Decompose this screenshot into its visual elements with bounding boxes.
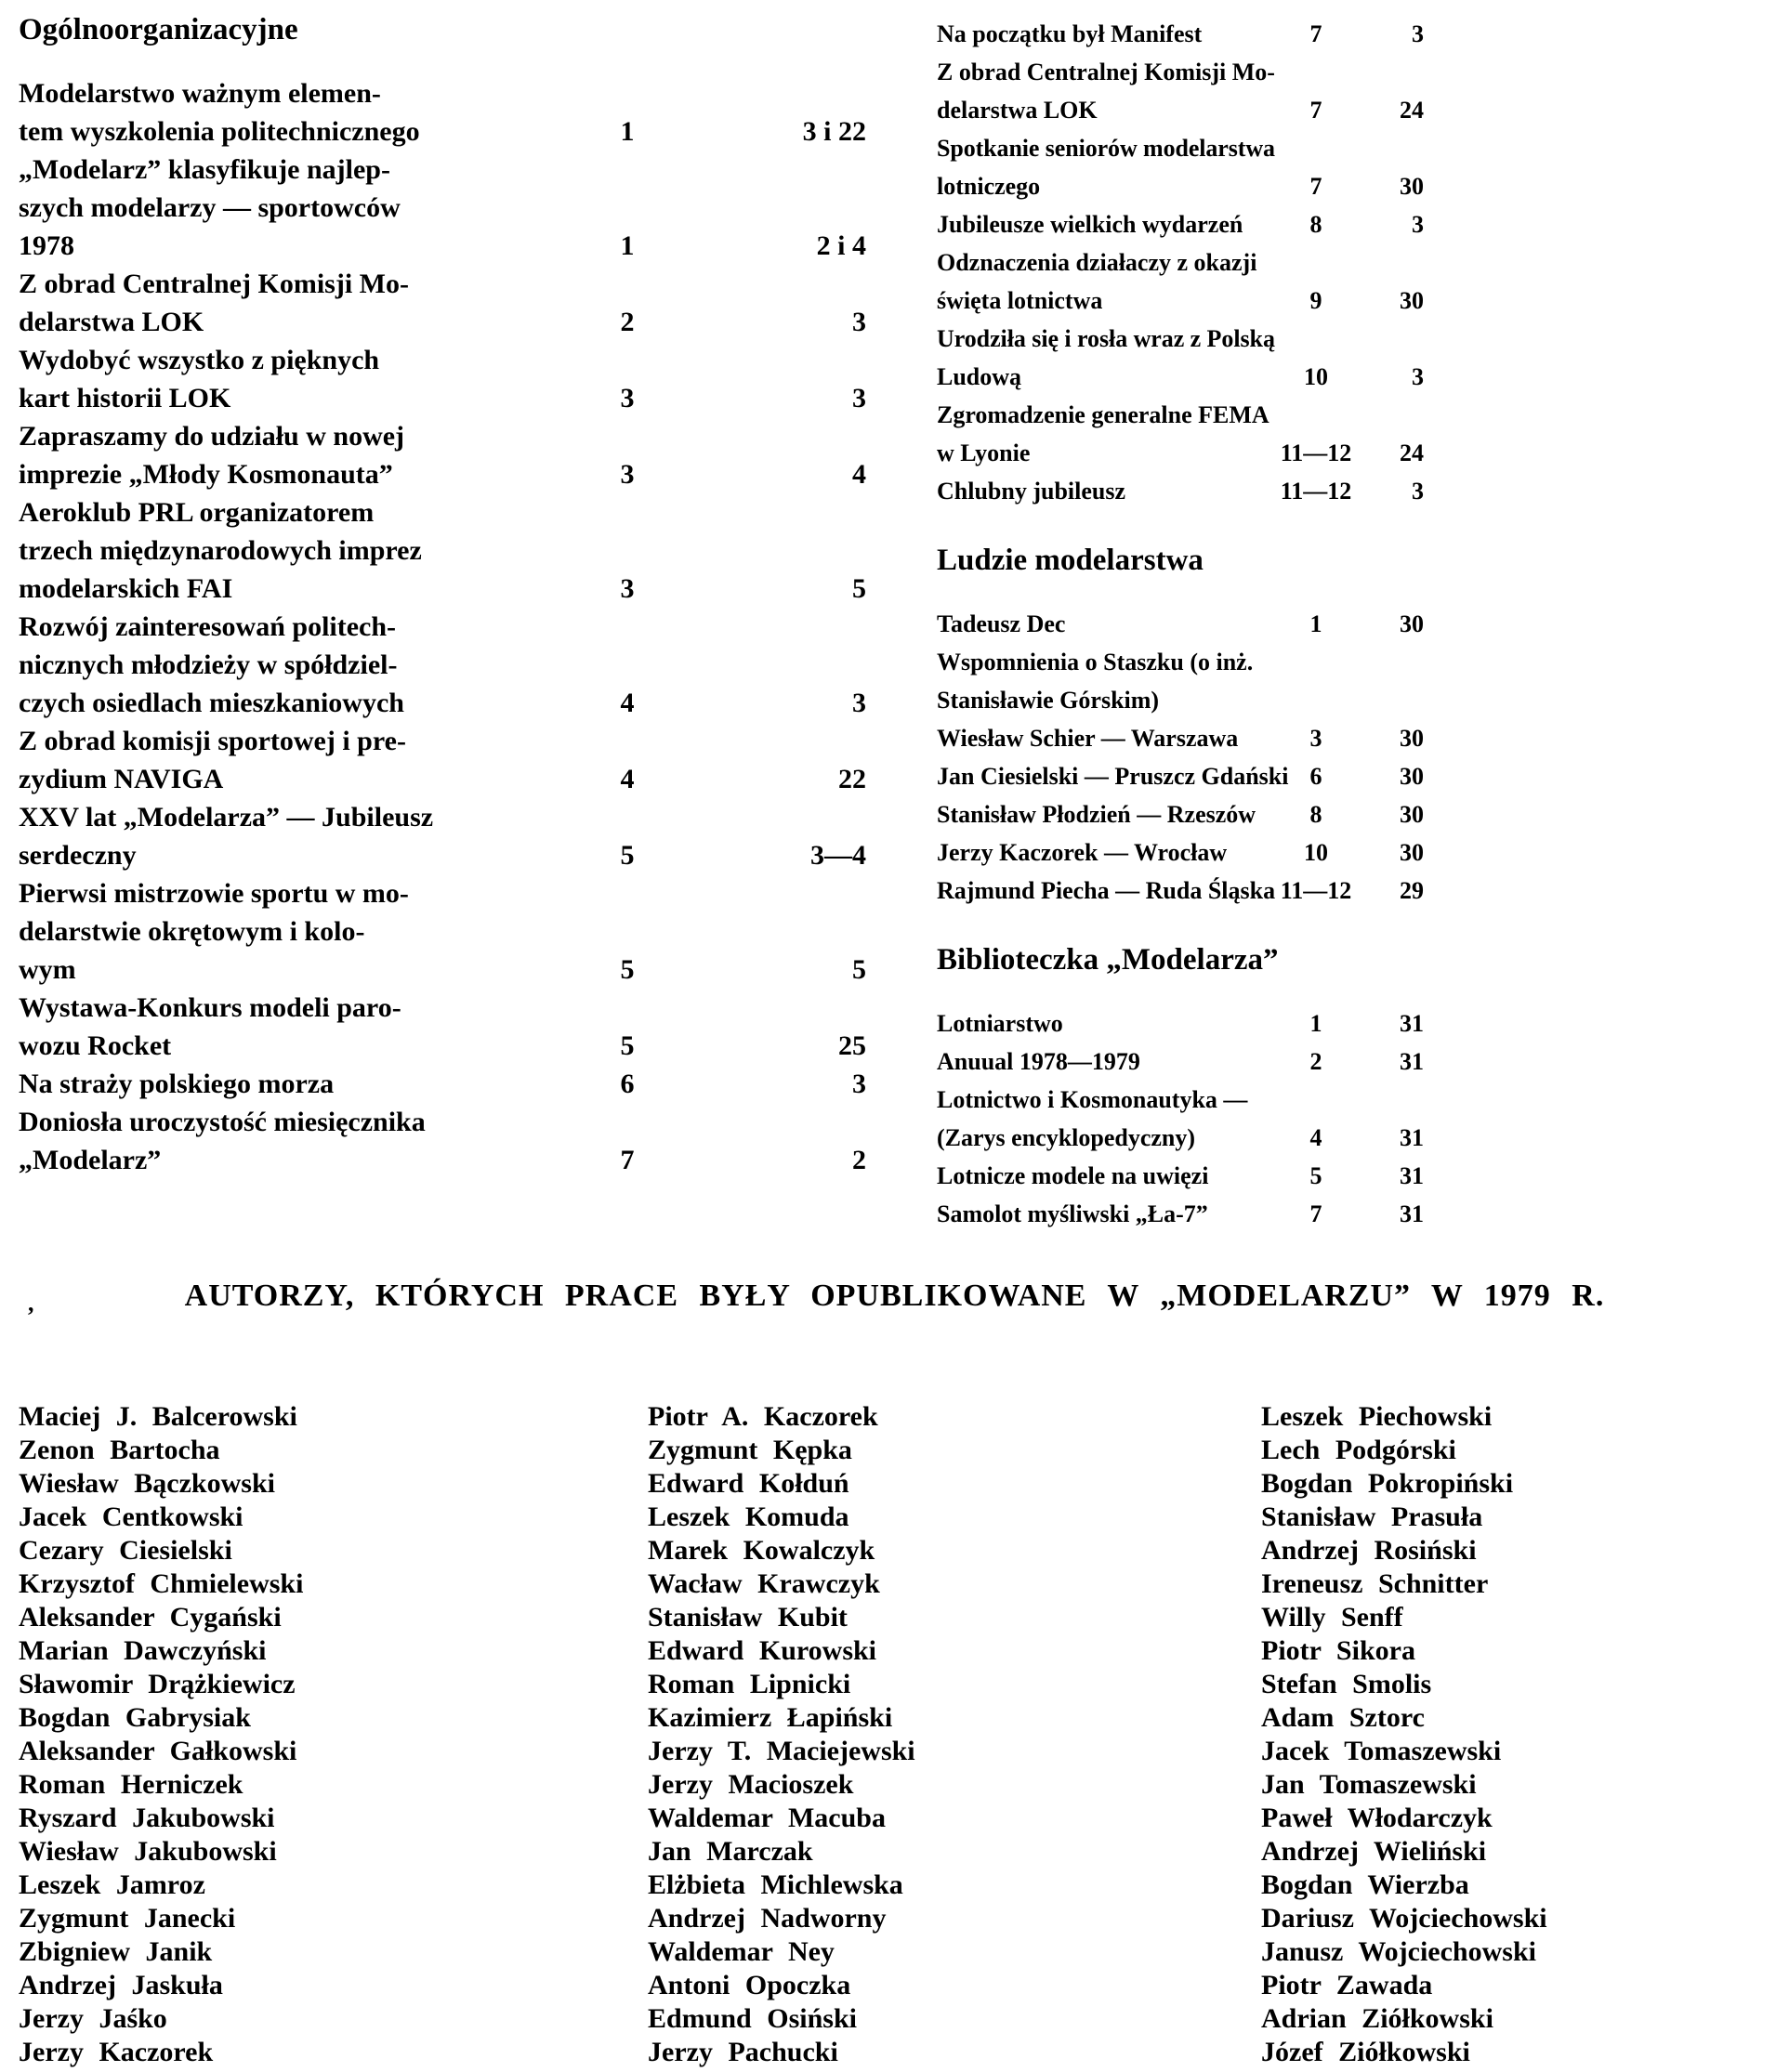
toc-entry [19, 722, 866, 798]
entry-title-text: tem wyszkolenia politechnicznego [19, 116, 420, 147]
toc-entry-last-line [937, 1004, 1424, 1043]
author-name: Maciej J. Balcerowski [19, 1401, 297, 1432]
toc-entry-last-line [19, 684, 866, 722]
toc-entry-line: „Modelarz” klasyfikuje najlep- [19, 154, 390, 185]
author-name: Krzysztof Chmielewski [19, 1568, 304, 1599]
toc-entry-line: Rozwój zainteresowań politech- [19, 611, 397, 642]
issue-number: 8 [1309, 801, 1322, 828]
toc-entry-last-line [19, 1141, 866, 1179]
toc-entry-line: delarstwie okrętowym i kolo- [19, 916, 365, 947]
toc-entry [937, 129, 1424, 205]
toc-entry [19, 493, 866, 608]
toc-entry [937, 1004, 1424, 1043]
author-name: Lech Podgórski [1261, 1435, 1456, 1465]
toc-entry-line: Wspomnienia o Staszku (o inż. [937, 649, 1254, 675]
author-name: Jan Tomaszewski [1261, 1769, 1477, 1800]
page-number: 4 [852, 459, 866, 490]
section-heading: Ogólnoorganizacyjne [19, 13, 298, 46]
author-name: Stanisław Prasuła [1261, 1502, 1483, 1532]
toc-entry-line: Z obrad Centralnej Komisji Mo- [19, 269, 409, 299]
entry-title-text: delarstwa LOK [937, 97, 1098, 124]
toc-entry-line: trzech międzynarodowych imprez [19, 535, 422, 566]
authors-heading: AUTORZY, KTÓRYCH PRACE BYŁY OPUBLIKOWANE W „MODELARZU” W 1979 R. [184, 1279, 1605, 1313]
entry-title-text: Anuual 1978—1979 [937, 1048, 1140, 1075]
issue-number: 6 [620, 1069, 635, 1099]
author-name: Stefan Smolis [1261, 1669, 1432, 1699]
toc-entry-line: Modelarstwo ważnym elemen- [19, 78, 381, 109]
author-name: Dariusz Wojciechowski [1261, 1903, 1547, 1934]
author-name: Jerzy Jaśko [19, 2003, 167, 2034]
toc-entry [937, 243, 1424, 320]
toc-entry-line: Lotnictwo i Kosmonautyka — [937, 1086, 1248, 1113]
page-number: 3 [852, 307, 866, 337]
entry-title-text: Stanisław Płodzień — Rzeszów [937, 801, 1256, 828]
authors-section-header [0, 1276, 1789, 1317]
toc-entry [937, 757, 1424, 795]
issue-number: 6 [1309, 763, 1322, 790]
authors-column [19, 1400, 648, 2069]
entry-title-text: „Modelarz” [19, 1145, 162, 1175]
entry-title-text: modelarskich FAI [19, 573, 233, 604]
toc-entry [19, 1103, 866, 1179]
entry-title-text: 1978 [19, 230, 74, 261]
page-number: 24 [1400, 439, 1424, 466]
toc-entry-last-line [937, 1195, 1424, 1233]
toc-entry-last-line [19, 1065, 866, 1103]
page-number: 3 [1412, 478, 1424, 505]
issue-number: 7 [1309, 20, 1322, 47]
author-name: Kazimierz Łapiński [648, 1702, 893, 1733]
toc-entry-line: Aeroklub PRL organizatorem [19, 497, 375, 528]
toc-entry-last-line [937, 15, 1424, 53]
toc-entry-last-line [937, 605, 1424, 643]
toc-column-left [19, 11, 866, 1233]
entry-title-text: Samolot myśliwski „Ła-7” [937, 1200, 1208, 1227]
toc-entry-last-line [937, 757, 1424, 795]
authors-column [648, 1400, 1261, 2069]
toc-entry [937, 396, 1424, 472]
toc-entry [937, 15, 1424, 53]
toc-entry-last-line [937, 795, 1424, 833]
entry-title-text: kart historii LOK [19, 383, 231, 413]
toc-entry [937, 1195, 1424, 1233]
toc-entry-last-line [19, 455, 866, 493]
author-name: Józef Ziółkowski [1261, 2037, 1470, 2067]
issue-number: 4 [1309, 1124, 1322, 1151]
toc-entry-last-line [19, 760, 866, 798]
page-number: 30 [1400, 287, 1424, 314]
author-name: Aleksander Cygański [19, 1602, 282, 1633]
toc-entry-last-line [937, 282, 1424, 320]
toc-entry [937, 795, 1424, 833]
page-number: 3 [852, 1069, 866, 1099]
entry-title-text: wozu Rocket [19, 1030, 172, 1061]
page-number: 3 [852, 688, 866, 718]
toc-entry [19, 874, 866, 989]
authors-name-columns [0, 1400, 1789, 2069]
toc-entry-last-line [19, 379, 866, 417]
toc-entry-last-line [19, 836, 866, 874]
author-name: Jerzy Pachucki [648, 2037, 838, 2067]
toc-entry [19, 151, 866, 265]
entry-title-text: święta lotnictwa [937, 287, 1103, 314]
toc-entry [937, 1081, 1424, 1157]
toc-entry [937, 833, 1424, 872]
author-name: Andrzej Wieliński [1261, 1836, 1487, 1867]
page-number: 25 [838, 1030, 866, 1061]
toc-column-right [937, 11, 1424, 1233]
author-name: Andrzej Jaskuła [19, 1970, 223, 2000]
toc-entry-last-line [19, 112, 866, 151]
page-number: 29 [1400, 877, 1424, 904]
issue-number: 9 [1309, 287, 1322, 314]
page-number: 3 i 22 [802, 116, 866, 147]
toc-entry [937, 205, 1424, 243]
toc-entry [937, 872, 1424, 910]
page-number: 30 [1400, 839, 1424, 866]
entry-title-text: czych osiedlach mieszkaniowych [19, 688, 404, 718]
entry-title-text: Jubileusze wielkich wydarzeń [937, 211, 1243, 238]
entry-title-text: Stanisławie Górskim) [937, 687, 1160, 714]
issue-number: 7 [1309, 173, 1322, 200]
toc-entry-last-line [937, 434, 1424, 472]
issue-number: 7 [1309, 97, 1322, 124]
author-name: Zenon Bartocha [19, 1435, 220, 1465]
author-name: Willy Senff [1261, 1602, 1403, 1633]
issue-number: 11—12 [1280, 439, 1352, 466]
toc-entry-last-line [937, 1157, 1424, 1195]
toc-entry-last-line [19, 951, 866, 989]
issue-number: 3 [620, 573, 635, 604]
author-name: Marian Dawczyński [19, 1635, 267, 1666]
toc-entry-line: XXV lat „Modelarza” — Jubileusz [19, 802, 434, 833]
entry-title-text: zydium NAVIGA [19, 764, 224, 794]
toc-entry-last-line [19, 570, 866, 608]
entry-title-text: Lotniarstwo [937, 1010, 1063, 1037]
issue-number: 3 [620, 459, 635, 490]
toc-entry-last-line [19, 227, 866, 265]
author-name: Wiesław Bączkowski [19, 1468, 275, 1499]
toc-entry [19, 798, 866, 874]
issue-number: 7 [620, 1145, 635, 1175]
author-name: Roman Herniczek [19, 1769, 243, 1800]
author-name: Jacek Tomaszewski [1261, 1736, 1502, 1766]
issue-number: 1 [1309, 610, 1322, 637]
entry-title-text: delarstwa LOK [19, 307, 204, 337]
toc-entry [937, 472, 1424, 510]
toc-entry-last-line [937, 167, 1424, 205]
toc-entry [937, 605, 1424, 643]
page-number: 24 [1400, 97, 1424, 124]
page-number: 31 [1400, 1162, 1424, 1189]
author-name: Elżbieta Michlewska [648, 1869, 903, 1900]
entry-title-text: lotniczego [937, 173, 1041, 200]
author-name: Jerzy Macioszek [648, 1769, 854, 1800]
entry-title-text: imprezie „Młody Kosmonauta” [19, 459, 393, 490]
author-name: Antoni Opoczka [648, 1970, 851, 2000]
page-number: 31 [1400, 1048, 1424, 1075]
author-name: Wiesław Jakubowski [19, 1836, 277, 1867]
toc-entry-last-line [937, 358, 1424, 396]
toc-entry-last-line [937, 1043, 1424, 1081]
author-name: Jerzy T. Maciejewski [648, 1736, 915, 1766]
author-name: Edmund Osiński [648, 2003, 857, 2034]
author-name: Jacek Centkowski [19, 1502, 243, 1532]
author-name: Bogdan Gabrysiak [19, 1702, 251, 1733]
page-number: 30 [1400, 725, 1424, 752]
stray-print-mark: , [28, 1290, 34, 1317]
author-name: Aleksander Gałkowski [19, 1736, 297, 1766]
issue-number: 11—12 [1280, 877, 1352, 904]
issue-number: 2 [1309, 1048, 1322, 1075]
toc-entry-last-line [937, 205, 1424, 243]
toc-entry-line: Zgromadzenie generalne FEMA [937, 401, 1269, 428]
toc-entry [937, 1043, 1424, 1081]
issue-number: 5 [620, 954, 635, 985]
toc-entry-last-line [937, 91, 1424, 129]
toc-entry [19, 608, 866, 722]
authors-column [1261, 1400, 1789, 2069]
page-number: 30 [1400, 801, 1424, 828]
page-number: 2 i 4 [816, 230, 866, 261]
author-name: Adrian Ziółkowski [1261, 2003, 1493, 2034]
toc-entry-line: Z obrad komisji sportowej i pre- [19, 726, 406, 756]
author-name: Jan Marczak [648, 1836, 813, 1867]
author-name: Marek Kowalczyk [648, 1535, 875, 1566]
issue-number: 2 [620, 307, 635, 337]
issue-number: 7 [1309, 1200, 1322, 1227]
toc-entry [937, 719, 1424, 757]
toc-entry-last-line [19, 303, 866, 341]
toc-entry [19, 341, 866, 417]
author-name: Sławomir Drążkiewicz [19, 1669, 296, 1699]
toc-entry-line: nicznych młodzieży w spółdziel- [19, 649, 398, 680]
toc-entry-last-line [937, 872, 1424, 910]
page-number: 3—4 [810, 840, 866, 871]
toc-entry-last-line [19, 1027, 866, 1065]
author-name: Andrzej Nadworny [648, 1903, 887, 1934]
page-number: 3 [1412, 20, 1424, 47]
toc-entry [937, 53, 1424, 129]
toc-entry-last-line [937, 681, 1424, 719]
toc-entry-line: Urodziła się i rosła wraz z Polską [937, 325, 1275, 352]
entry-title-text: w Lyonie [937, 439, 1031, 466]
issue-number: 3 [1309, 725, 1322, 752]
entry-title-text: Na początku był Manifest [937, 20, 1203, 47]
toc-entry-last-line [937, 719, 1424, 757]
author-name: Waldemar Macuba [648, 1803, 886, 1833]
entry-title-text: serdeczny [19, 840, 137, 871]
author-name: Bogdan Pokropiński [1261, 1468, 1514, 1499]
toc-entry-last-line [937, 1119, 1424, 1157]
page-number: 30 [1400, 763, 1424, 790]
toc-entry [19, 989, 866, 1065]
author-name: Janusz Wojciechowski [1261, 1936, 1536, 1967]
issue-number: 1 [1309, 1010, 1322, 1037]
toc-entry-line: Wydobyć wszystko z pięknych [19, 345, 380, 375]
toc-entry-line: Spotkanie seniorów modelarstwa [937, 135, 1275, 162]
toc-entry-line: Wystawa-Konkurs modeli paro- [19, 992, 401, 1023]
entry-title-text: wym [19, 954, 76, 985]
author-name: Waldemar Ney [648, 1936, 835, 1967]
toc-entry-line: Z obrad Centralnej Komisji Mo- [937, 59, 1275, 85]
issue-number: 8 [1309, 211, 1322, 238]
author-name: Leszek Jamroz [19, 1869, 205, 1900]
author-name: Andrzej Rosiński [1261, 1535, 1477, 1566]
toc-entry-line: Pierwsi mistrzowie sportu w mo- [19, 878, 409, 909]
issue-number: 5 [1309, 1162, 1322, 1189]
author-name: Piotr Sikora [1261, 1635, 1415, 1666]
author-name: Leszek Piechowski [1261, 1401, 1493, 1432]
toc-entry [937, 320, 1424, 396]
section-heading: Biblioteczka „Modelarza” [937, 943, 1279, 977]
page-number: 31 [1400, 1010, 1424, 1037]
author-name: Zbigniew Janik [19, 1936, 213, 1967]
issue-number: 1 [620, 116, 635, 147]
author-name: Jerzy Kaczorek [19, 2037, 214, 2067]
toc-entry [937, 643, 1424, 719]
author-name: Edward Kołduń [648, 1468, 849, 1499]
page-number: 31 [1400, 1124, 1424, 1151]
entry-title-text: Jan Ciesielski — Pruszcz Gdański [937, 763, 1289, 790]
author-name: Wacław Krawczyk [648, 1568, 880, 1599]
issue-number: 5 [620, 840, 635, 871]
author-name: Roman Lipnicki [648, 1669, 851, 1699]
entry-title-text: Rajmund Piecha — Ruda Śląska [937, 877, 1276, 904]
page-number: 5 [852, 573, 866, 604]
toc-entry-line: szych modelarzy — sportowców [19, 192, 401, 223]
issue-number: 11—12 [1280, 478, 1352, 505]
page-number: 3 [852, 383, 866, 413]
author-name: Piotr Zawada [1261, 1970, 1433, 2000]
toc-entry-last-line [937, 472, 1424, 510]
author-name: Zygmunt Kępka [648, 1435, 852, 1465]
entry-title-text: Na straży polskiego morza [19, 1069, 335, 1099]
issue-number: 5 [620, 1030, 635, 1061]
toc-entry [937, 1157, 1424, 1195]
toc-entry [19, 1065, 866, 1103]
issue-number: 4 [620, 688, 635, 718]
toc-entry [19, 265, 866, 341]
entry-title-text: (Zarys encyklopedyczny) [937, 1124, 1196, 1151]
author-name: Zygmunt Janecki [19, 1903, 236, 1934]
entry-title-text: Ludową [937, 363, 1022, 390]
page-number: 30 [1400, 173, 1424, 200]
toc-entry [19, 417, 866, 493]
issue-number: 4 [620, 764, 635, 794]
page-number: 3 [1412, 211, 1424, 238]
author-name: Adam Sztorc [1261, 1702, 1425, 1733]
issue-number: 10 [1304, 839, 1328, 866]
page-number: 2 [852, 1145, 866, 1175]
toc-entry [19, 74, 866, 151]
entry-title-text: Chlubny jubileusz [937, 478, 1126, 505]
section-heading: Ludzie modelarstwa [937, 544, 1204, 577]
entry-title-text: Wiesław Schier — Warszawa [937, 725, 1239, 752]
page-number: 5 [852, 954, 866, 985]
issue-number: 3 [620, 383, 635, 413]
issue-number: 10 [1304, 363, 1328, 390]
toc-entry-line: Doniosła uroczystość miesięcznika [19, 1107, 426, 1137]
entry-title-text: Jerzy Kaczorek — Wrocław [937, 839, 1228, 866]
entry-title-text: Lotnicze modele na uwięzi [937, 1162, 1209, 1189]
author-name: Leszek Komuda [648, 1502, 849, 1532]
author-name: Ryszard Jakubowski [19, 1803, 275, 1833]
author-name: Cezary Ciesielski [19, 1535, 232, 1566]
toc-entry-line: Zapraszamy do udziału w nowej [19, 421, 405, 452]
author-name: Paweł Włodarczyk [1261, 1803, 1493, 1833]
author-name: Piotr A. Kaczorek [648, 1401, 878, 1432]
page-number: 3 [1412, 363, 1424, 390]
page-number: 22 [838, 764, 866, 794]
toc-entry-last-line [937, 833, 1424, 872]
author-name: Ireneusz Schnitter [1261, 1568, 1489, 1599]
toc-entry-line: Odznaczenia działaczy z okazji [937, 249, 1257, 276]
page-number: 30 [1400, 610, 1424, 637]
author-name: Bogdan Wierzba [1261, 1869, 1469, 1900]
page-number: 31 [1400, 1200, 1424, 1227]
entry-title-text: Tadeusz Dec [937, 610, 1066, 637]
author-name: Edward Kurowski [648, 1635, 877, 1666]
author-name: Stanisław Kubit [648, 1602, 848, 1633]
issue-number: 1 [620, 230, 635, 261]
